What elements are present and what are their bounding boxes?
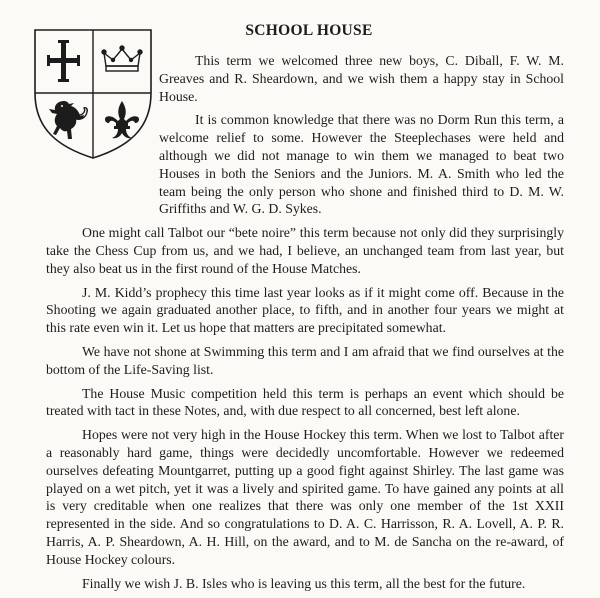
paragraph: It is common knowledge that there was no Dorm Run this term, a welcome relief to some. However the Steeplechases were held and although we did not manage to win them we managed to beat two Houses in both the Seniors and the Juniors. M. A. Smith who led the team being the only person who shone and finished third to D. M. W. Griffiths and W. G. D. Sykes. (159, 112, 564, 217)
paragraph: Hopes were not very high in the House Hockey this term. When we lost to Talbot after a reasonably hard game, things were decidedly uncomfortable. However we redeemed ourselves defeating Mountgarret, putting up a good fight against Shirley. The last game was played on a wet pitch, yet it was a lively and spirited game. To have gained any points at all is very creditable when one realizes that there was only one member of the 1st XXII represented in the side. And so congratulations to D. A. C. Harrisson, R. A. Lovell, A. P. R. Harris, A. P. Sheardown, A. H. Hill, on the award, and to M. de Sancha on the re-award, of House Hockey colours. (46, 427, 564, 567)
paragraph: Finally we wish J. B. Isles who is leaving us this term, all the best for the future. (82, 575, 526, 591)
paragraph: The House Music competition held this term is perhaps an event which should be treated with tact in these Notes, and, with due respect to all concerned, best left alone. (46, 385, 564, 419)
paragraph: One might call Talbot our “bete noire” this term because not only did they surprisingly take the Chess Cup from us, and we had, I believe, an unchanged team from last year, but they also beat us in the first round of the House Matches. (46, 225, 564, 276)
paragraph: This term we welcomed three new boys, C. Diball, F. W. M. Greaves and R. Sheardown, and we wish them a happy stay in School House. (159, 53, 564, 104)
paragraph: We have not shone at Swimming this term and I am afraid that we find ourselves at the bottom of the Life-Saving list. (46, 343, 564, 377)
page-title: SCHOOL HOUSE (245, 22, 373, 39)
document-body (46, 52, 564, 598)
paragraph: J. M. Kidd’s prophecy this time last year looks as if it might come off. Because in the Shooting we again graduated another place, to fifth, and in another four years we might at this rate even win it. Let us hope that matters are precipitated somewhat. (46, 284, 564, 336)
